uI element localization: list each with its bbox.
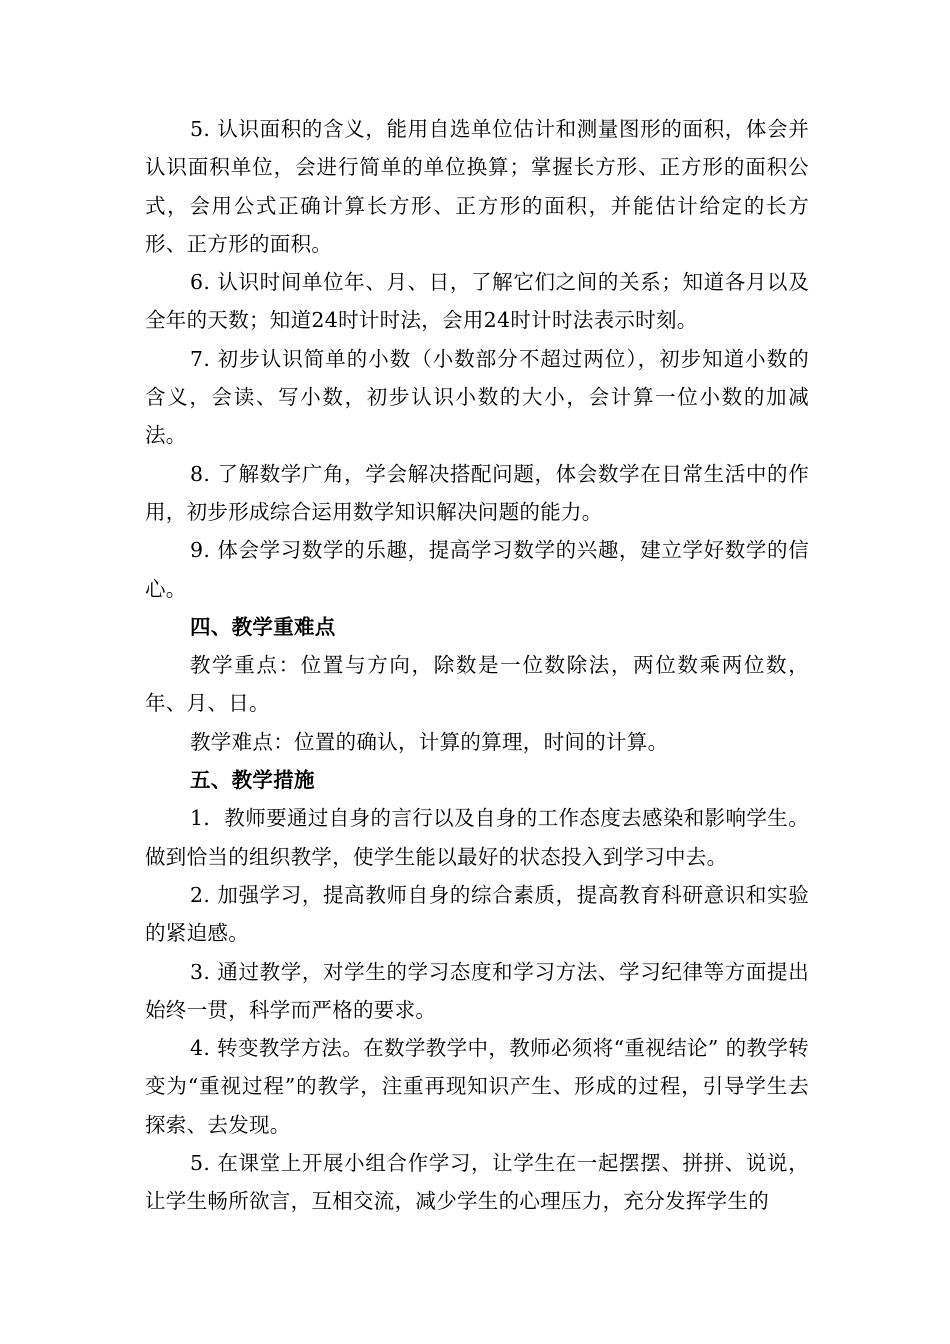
difficult-points-paragraph: 教学难点：位置的确认，计算的算理，时间的计算。: [190, 729, 669, 754]
section-heading-key-points: 四、教学重难点: [190, 614, 336, 639]
measure-paragraph-3: 3. 通过教学，对学生的学习态度和学习方法、学习纪律等方面提出始终一贯，科学而严格的要求。: [145, 959, 809, 1022]
document-body: [145, 110, 809, 1221]
goal-paragraph-7: 7. 初步认识简单的小数（小数部分不超过两位），初步知道小数的含义，会读、写小数，初步认识小数的大小，会计算一位小数的加减法。: [145, 346, 809, 448]
measure-paragraph-2: 2. 加强学习，提高教师自身的综合素质，提高教育科研意识和实验的紧迫感。: [145, 882, 809, 946]
goal-paragraph-8: 8. 了解数学广角，学会解决搭配问题，体会数学在日常生活中的作用，初步形成综合运用数学知识解决问题的能力。: [145, 461, 809, 524]
key-points-paragraph: 教学重点：位置与方向，除数是一位数除法，两位数乘两位数，年、月、日。: [145, 653, 809, 716]
measure-paragraph-5: 5. 在课堂上开展小组合作学习，让学生在一起摆摆、拼拼、说说，让学生畅所欲言，互相交流，减少学生的心理压力，充分发挥学生的: [145, 1151, 809, 1214]
measure-paragraph-4: 4. 转变教学方法。在数学教学中，教师必须将“重视结论” 的教学转变为“重视过程”的教学，注重再现知识产生、形成的过程，引导学生去探索、去发现。: [145, 1036, 809, 1137]
section-heading-measures: 五、教学措施: [190, 768, 315, 793]
measure-paragraph-1: 1．教师要通过自身的言行以及自身的工作态度去感染和影响学生。做到恰当的组织教学，使学生能以最好的状态投入到学习中去。: [145, 806, 809, 869]
goal-paragraph-5: 5. 认识面积的含义，能用自选单位估计和测量图形的面积，体会并认识面积单位，会进行简单的单位换算；掌握长方形、正方形的面积公式，会用公式正确计算长方形、正方形的面积，并能估计给定的长方形、正方形的面积。: [145, 117, 809, 256]
goal-paragraph-6: 6. 认识时间单位年、月、日，了解它们之间的关系；知道各月以及全年的天数；知道24时计时法，会用24时计时法表示时刻。: [145, 270, 809, 333]
goal-paragraph-9: 9. 体会学习数学的乐趣，提高学习数学的兴趣，建立学好数学的信心。: [145, 538, 809, 601]
